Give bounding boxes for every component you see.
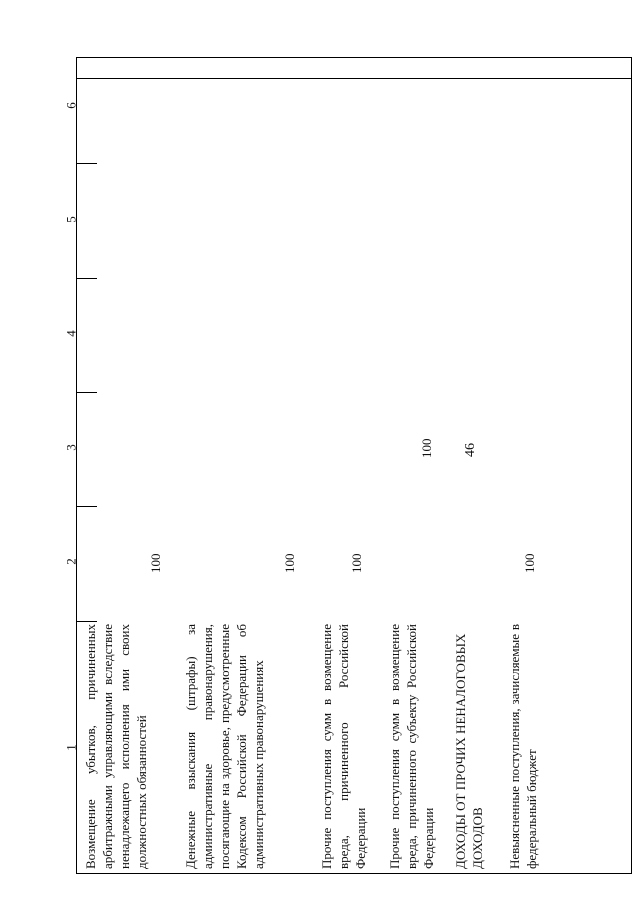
section-title: ДОХОДЫ ОТ ПРОЧИХ НЕНАЛОГОВЫХ ДОХОДОВ: [453, 633, 485, 869]
row-value-col3: 100: [419, 438, 434, 458]
column-header-5: 5: [63, 216, 79, 223]
header-separator: [76, 78, 632, 79]
column-separator: [76, 392, 97, 393]
column-header-1: 1: [63, 744, 79, 751]
column-separator: [76, 278, 97, 279]
row-description: Невыясненные поступления, зачисляемые в федеральный бюджет: [507, 624, 539, 869]
column-header-4: 4: [63, 330, 79, 337]
column-header-6: 6: [63, 102, 79, 109]
row-value-col2: 100: [349, 553, 364, 573]
column-separator: [76, 506, 97, 507]
column-separator: [76, 621, 97, 622]
row-value-col2: 100: [522, 553, 537, 573]
column-header-2: 2: [63, 558, 79, 565]
column-header-3: 3: [63, 444, 79, 451]
row-description: Возмещение убытков, причиненных арбитражными управляющими вследствие ненадлежащего исполнения ими своих должностных обязанностей: [83, 624, 149, 869]
row-description: Денежные взыскания (штрафы) за административные правонарушения, посягающие на здоровье, предусмотренные Кодексом Российской Федерации об административных правонарушениях: [183, 624, 266, 869]
row-description: Прочие поступления сумм в возмещение вреда, причиненного Российской Федерации: [319, 624, 368, 869]
column-separator: [76, 163, 97, 164]
page-number: 46: [463, 443, 478, 457]
row-description: Прочие поступления сумм в возмещение вреда, причиненного субъекту Российской Федерации: [387, 624, 436, 869]
row-value-col2: 100: [282, 553, 297, 573]
row-value-col2: 100: [148, 553, 163, 573]
